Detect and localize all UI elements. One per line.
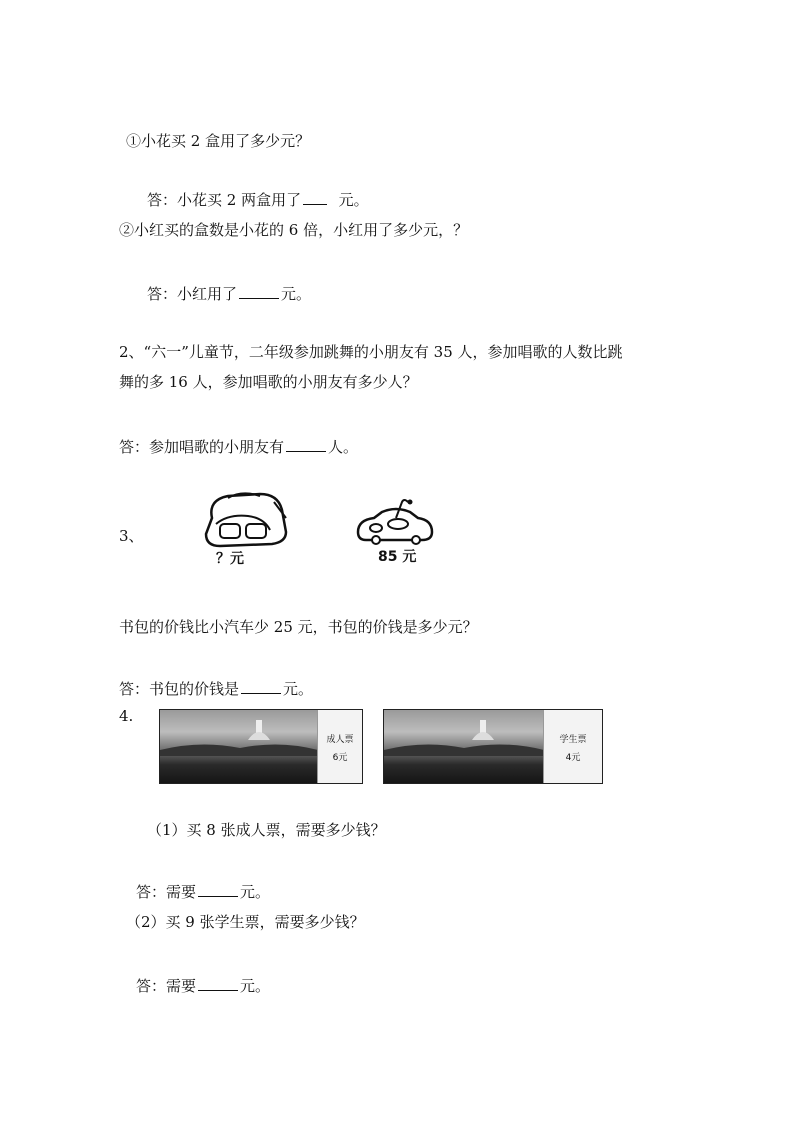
schoolbag-icon [198,488,294,550]
q1-sub1: ①小花买 2 盒用了多少元？ [126,132,311,150]
q3-number: 3、 [119,527,144,545]
answer-blank[interactable] [239,283,279,299]
q4-sub2: （2）买 9 张学生票，需要多少钱？ [126,913,365,931]
ticket-name: 成人票 [326,735,354,745]
pagoda-icon [160,710,318,783]
park-photo [384,710,544,783]
q3-question: 书包的价钱比小汽车少 25 元，书包的价钱是多少元？ [119,618,478,636]
q4-number: 4. [119,707,134,725]
ticket-price: 4元 [565,753,581,763]
q2-line2: 舞的多 16 人，参加唱歌的小朋友有多少人？ [119,373,418,391]
q2-line1: 2、“六一”儿童节，二年级参加跳舞的小朋友有 35 人，参加唱歌的人数比跳 [119,343,623,361]
answer-prefix: 答：小花买 2 两盒用了 [147,191,302,209]
answer-prefix: 答：小红用了 [147,285,238,303]
q3-answer [119,678,313,699]
answer-prefix: 答：需要 [136,883,197,901]
student-ticket [383,709,603,784]
answer-blank[interactable] [286,436,326,452]
schoolbag-price: ？元 [216,551,244,567]
answer-prefix: 答：参加唱歌的小朋友有 [119,438,285,456]
adult-ticket [159,709,363,784]
park-photo [160,710,318,783]
q1-answer2 [147,283,311,304]
answer-suffix: 人。 [328,438,359,456]
answer-blank[interactable] [303,189,327,205]
answer-prefix: 答：书包的价钱是 [119,680,240,698]
toy-car-price: 85 元 [378,549,417,565]
ticket-name: 学生票 [559,735,587,745]
answer-suffix: 元。 [240,883,271,901]
q4-answer1 [136,881,270,902]
answer-suffix: 元。 [338,191,369,209]
toy-car-image [352,498,438,548]
ticket-price: 6元 [332,753,348,763]
q4-answer2 [136,975,270,996]
ticket-label [317,710,362,783]
answer-suffix: 元。 [281,285,312,303]
q4-sub1: （1）买 8 张成人票，需要多少钱？ [147,821,386,839]
answer-suffix: 元。 [240,977,271,995]
answer-blank[interactable] [198,881,238,897]
pagoda-icon [384,710,544,783]
answer-blank[interactable] [241,678,281,694]
q2-answer [119,436,358,457]
toy-car-icon [352,498,438,548]
ticket-label [543,710,602,783]
answer-suffix: 元。 [283,680,314,698]
q1-answer1 [147,189,369,210]
answer-blank[interactable] [198,975,238,991]
schoolbag-image [198,488,294,550]
q1-sub2: ②小红买的盒数是小花的 6 倍，小红用了多少元，？ [119,221,469,239]
answer-prefix: 答：需要 [136,977,197,995]
